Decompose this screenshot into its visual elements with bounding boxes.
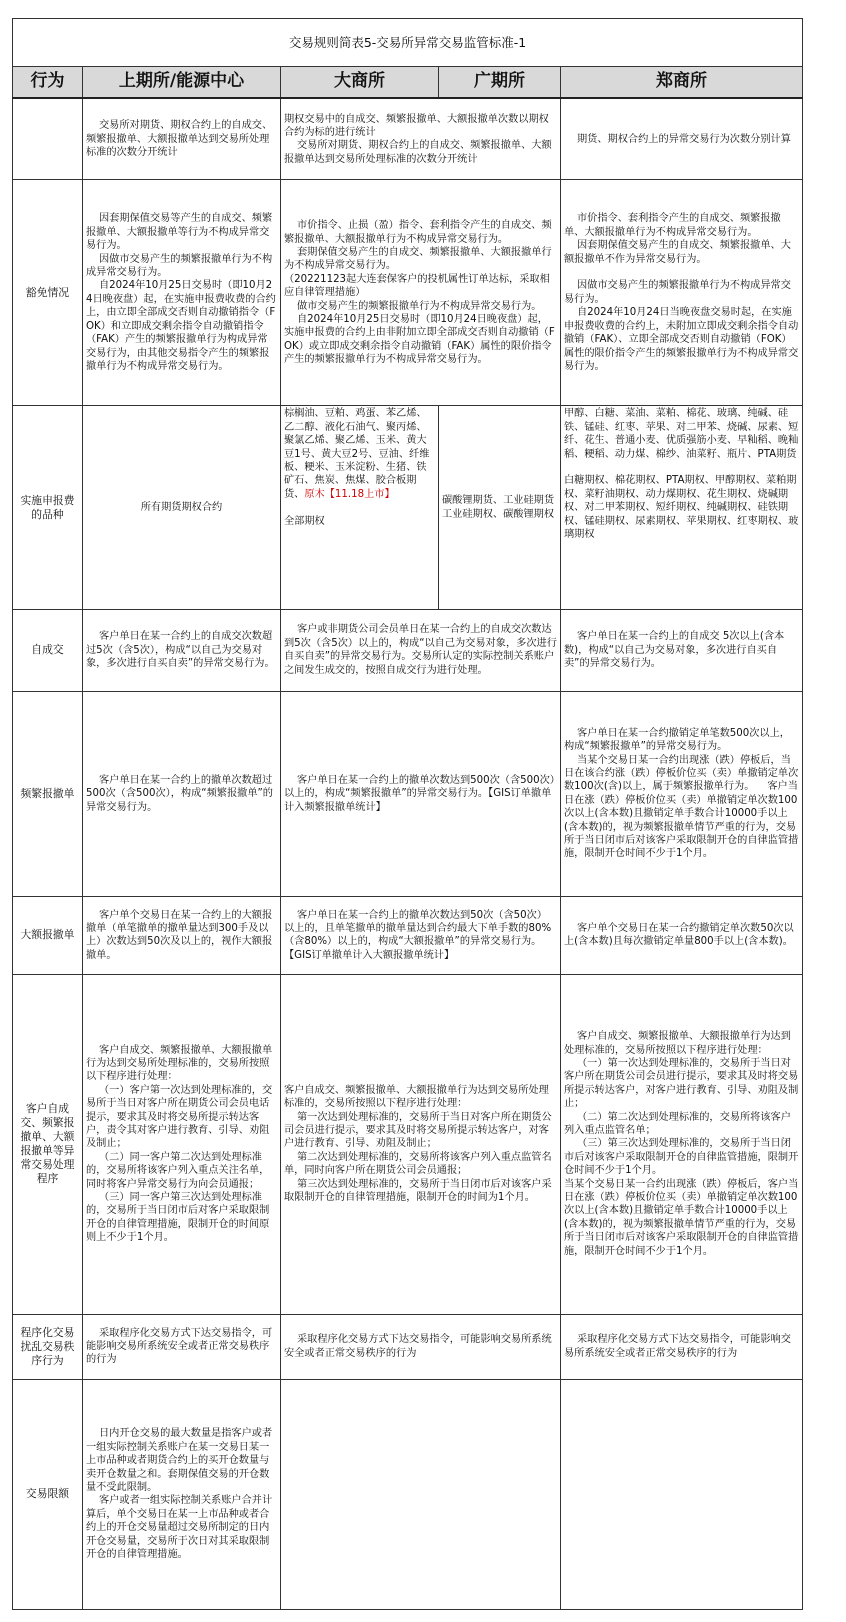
- stats-czce: 期货、期权合约上的异常交易行为次数分别计算: [561, 98, 803, 179]
- title-row: [13, 19, 803, 67]
- row-process: [13, 974, 803, 1314]
- large-label: 大额报撤单: [13, 897, 83, 974]
- fee-gfex: 碳酸锂期货、工业硅期货 工业硅期权、碳酸锂期权: [439, 406, 561, 610]
- header-behavior: 行为: [13, 66, 83, 98]
- fee-dce-new-listing: 原木【11.18上市】: [304, 488, 395, 500]
- header-gfex: 广期所: [439, 66, 561, 98]
- table-title: 交易规则简表5-交易所异常交易监管标准-1: [13, 19, 803, 67]
- limit-czce: [561, 1379, 803, 1609]
- stats-dce-gfex: 期权交易中的自成交、频繁报撤单、大额报撤单次数以期权合约为标的进行统计 交易所对期货、期权合约上的自成交、频繁报撤单、大额报撤单达到交易所处理标准的次数分开统计: [281, 98, 561, 179]
- row-fee: [13, 406, 803, 610]
- stats-label: [13, 98, 83, 179]
- exempt-shfe: 因套期保值交易等产生的自成交、频繁报撤单、大额报撤单等行为不构成异常交易行为。 因做市交易产生的频繁报撤单行为不构成异常交易行为。 自2024年10月25日交易时（即10月24日晚夜盘）起，在实施申报费收费的合约上，由立即全部成交否则自动撤销指令（FOK）和立即成交剩余指令自动撤销指令（FAK）产生的频繁报撤单行为构成异常交易行为，由其他交易指令产生的频繁报撤单行为不构成异常交易行为。: [83, 180, 281, 406]
- rules-table-sheet: [12, 18, 802, 1610]
- row-limit: [13, 1379, 803, 1609]
- frequent-shfe: 客户单日在某一合约上的撤单次数超过500次（含500次），构成“频繁报撤单”的异常交易行为。: [83, 691, 281, 897]
- stats-shfe: 交易所对期货、期权合约上的自成交、频繁报撤单、大额报撤单达到交易所处理标准的次数分开统计: [83, 98, 281, 179]
- fee-czce: 甲醇、白糖、菜油、菜粕、棉花、玻璃、纯碱、硅铁、锰硅、红枣、苹果、对二甲苯、烧碱、尿素、短纤、花生、普通小麦、优质强筋小麦、早籼稻、晚籼稻、粳稻、动力煤、棉纱、油菜籽、瓶片、PTA期货 白糖期权、棉花期权、PTA期权、甲醇期权、菜粕期权、菜籽油期权、动力煤期权、花生期权、烧碱期权、对二甲苯期权、短纤期权、纯碱期权、硅铁期权、锰硅期权、尿素期权、苹果期权、红枣期权、玻璃期权: [561, 406, 803, 610]
- frequent-czce: 客户单日在某一合约撤销定单笔数500次以上，构成“频繁报撤单”的异常交易行为。 当某个交易日某一合约出现涨（跌）停板后，当日在该合约涨（跌）停板价位买（卖）单撤销定单次数100次(含)以上，属于频繁报撤单行为。 客户当日在涨（跌）停板价位买（卖）单撤销定单次数100次以上(含本数)且撤销定单手数合计10000手以上(含本数)的，视为频繁报撤单情节严重的行为，交易所于当日闭市后对该客户采取限制开仓的自律监管措施，限制开仓时间不少于1个月。: [561, 691, 803, 897]
- limit-label: 交易限额: [13, 1379, 83, 1609]
- fee-label: 实施申报费的品种: [13, 406, 83, 610]
- large-czce: 客户单个交易日在某一合约撤销定单次数50次以上(含本数)且每次撤销定单量800手以上(含本数)。: [561, 897, 803, 974]
- selftrade-shfe: 客户单日在某一合约上的自成交次数超过5次（含5次），构成“以自己为交易对象，多次进行自买自卖”的异常交易行为。: [83, 610, 281, 691]
- header-czce: 郑商所: [561, 66, 803, 98]
- fee-dce: [281, 406, 439, 610]
- exempt-label: 豁免情况: [13, 180, 83, 406]
- program-label: 程序化交易扰乱交易秩序行为: [13, 1314, 83, 1379]
- large-dce-gfex: 客户单日在某一合约上的撤单次数达到50次（含50次）以上的，且单笔撤单的撤单量达到合约最大下单手数的80%（含80%）以上的，构成“大额报撤单”的异常交易行为。 【GIS订单撤单计入大额报撤单统计】: [281, 897, 561, 974]
- limit-dce-gfex: [281, 1379, 561, 1609]
- row-selftrade: [13, 610, 803, 691]
- row-frequent: [13, 691, 803, 897]
- process-label: 客户自成交、频繁报撤单、大额报撤单等异常交易处理程序: [13, 974, 83, 1314]
- selftrade-czce: 客户单日在某一合约上的自成交 5次以上(含本数)，构成“以自己为交易对象，多次进行自买自卖”的异常交易行为。: [561, 610, 803, 691]
- process-shfe: 客户自成交、频繁报撤单、大额报撤单行为达到交易所处理标准的，交易所按照以下程序进行处理： （一）客户第一次达到处理标准的，交易所于当日对客户所在期货公司会员电话提示，要求其及时将交易所提示转达客户，责令其对客户进行教育、引导、劝阻及制止； （二）同一客户第二次达到处理标准的，交易所将该客户列入重点关注名单，同时将客户异常交易行为向会员通报； （三）同一客户第三次达到处理标准的，交易所于当日闭市后对客户采取限制开仓的自律管理措施，限制开仓的时间原则上不少于1个月。: [83, 974, 281, 1314]
- selftrade-label: 自成交: [13, 610, 83, 691]
- program-shfe: 采取程序化交易方式下达交易指令，可能影响交易所系统安全或者正常交易秩序的行为: [83, 1314, 281, 1379]
- header-shfe: 上期所/能源中心: [83, 66, 281, 98]
- header-dce: 大商所: [281, 66, 439, 98]
- row-large: [13, 897, 803, 974]
- frequent-dce-gfex: 客户单日在某一合约上的撤单次数达到500次（含500次）以上的，构成“频繁报撤单”的异常交易行为。【GIS订单撤单计入频繁报撤单统计】: [281, 691, 561, 897]
- process-dce-gfex: 客户自成交、频繁报撤单、大额报撤单行为达到交易所处理标准的，交易所按照以下程序进行处理： 第一次达到处理标准的，交易所于当日对客户所在期货公司会员进行提示，要求其及时将交易所提示转达客户，对客户进行教育、引导、劝阻及制止； 第二次达到处理标准的，交易所将该客户列入重点监管名单，同时向客户所在期货公司会员通报； 第三次达到处理标准的，交易所于当日闭市后对该客户采取限制开仓的自律管理措施，限制开仓的时间为1个月。: [281, 974, 561, 1314]
- fee-dce-text: 棕榈油、豆粕、鸡蛋、苯乙烯、乙二醇、液化石油气、聚丙烯、聚氯乙烯、聚乙烯、玉米、黄大豆1号、黄大豆2号、豆油、纤维板、粳米、玉米淀粉、生猪、铁矿石、焦炭、焦煤、胶合板期货、: [284, 408, 430, 500]
- selftrade-dce-gfex: 客户或非期货公司会员单日在某一合约上的自成交次数达到5次（含5次）以上的，构成“以自己为交易对象，多次进行自买自卖”的异常交易行为。交易所认定的实际控制关系账户之间发生成交的，按照自成交行为进行处理。: [281, 610, 561, 691]
- row-stats: [13, 98, 803, 179]
- row-exempt: [13, 180, 803, 406]
- exempt-czce: 市价指令、套利指令产生的自成交、频繁报撤单、大额报撤单行为不构成异常交易行为。 因套期保值交易产生的自成交、频繁报撤单、大额报撤单不作为异常交易行为。 因做市交易产生的频繁报撤单行为不构成异常交易行为。 自2024年10月24日当晚夜盘交易时起，在实施申报费收费的合约上，未附加立即成交剩余指令自动撤销（FAK）、立即全部成交否则自动撤销（FOK）属性的限价指令产生的频繁报撤单行为不构成异常交易行为。: [561, 180, 803, 406]
- fee-dce-options: 全部期权: [284, 515, 325, 527]
- large-shfe: 客户单个交易日在某一合约上的大额报撤单（单笔撤单的撤单量达到300手及以上）次数达到50次及以上的，视作大额报撤单。: [83, 897, 281, 974]
- exempt-dce-gfex: 市价指令、止损（盈）指令、套利指令产生的自成交、频繁报撤单、大额报撤单行为不构成异常交易行为。 套期保值交易产生的自成交、频繁报撤单、大额报撤单行为不构成异常交易行为。 （20221123起大连套保客户的投机属性订单达标，采取相应自律管理措施） 做市交易产生的频繁报撤单行为不构成异常交易行为。 自2024年10月25日交易时（即10月24日晚夜盘）起，实施申报费的合约上由非附加立即全部成交否则自动撤销（FOK）或立即成交剩余指令自动撤销（FAK）属性的限价指令产生的频繁报撤单行为不构成异常交易行为。: [281, 180, 561, 406]
- program-dce-gfex: 采取程序化交易方式下达交易指令，可能影响交易所系统安全或者正常交易秩序的行为: [281, 1314, 561, 1379]
- rules-table: [12, 18, 803, 1610]
- header-row: [13, 66, 803, 98]
- row-program: [13, 1314, 803, 1379]
- program-czce: 采取程序化交易方式下达交易指令，可能影响交易所系统安全或者正常交易秩序的行为: [561, 1314, 803, 1379]
- limit-shfe: 日内开仓交易的最大数量是指客户或者一组实际控制关系账户在某一交易日某一上市品种或者期货合约上的买开仓数量与卖开仓数量之和。套期保值交易的开仓数量不受此限制。 客户或者一组实际控制关系账户合并计算后，单个交易日在某一上市品种或者合约上的开仓交易量超过交易所制定的日内开仓交易量，交易所于次日对其采取限制开仓的自律管理措施。: [83, 1379, 281, 1609]
- process-czce: 客户自成交、频繁报撤单、大额报撤单行为达到处理标准的，交易所按照以下程序进行处理： （一）第一次达到处理标准的，交易所于当日对客户所在期货公司会员进行提示，要求其及时将交易所提示转达客户，对客户进行教育、引导、劝阻及制止； （二）第二次达到处理标准的，交易所将该客户列入重点监管名单； （三）第三次达到处理标准的，交易所于当日闭市后对该客户采取限制开仓的自律监管措施，限制开仓时间不少于1个月。 当某个交易日某一合约出现涨（跌）停板后，客户当日在涨（跌）停板价位买（卖）单撤销定单次数100次以上(含本数)且撤销定单手数合计10000手以上(含本数)的，视为频繁报撤单情节严重的行为，交易所于当日闭市后对该客户采取限制开仓的自律监管措施，限制开仓时间不少于1个月。: [561, 974, 803, 1314]
- frequent-label: 频繁报撤单: [13, 691, 83, 897]
- fee-shfe: 所有期货期权合约: [83, 406, 281, 610]
